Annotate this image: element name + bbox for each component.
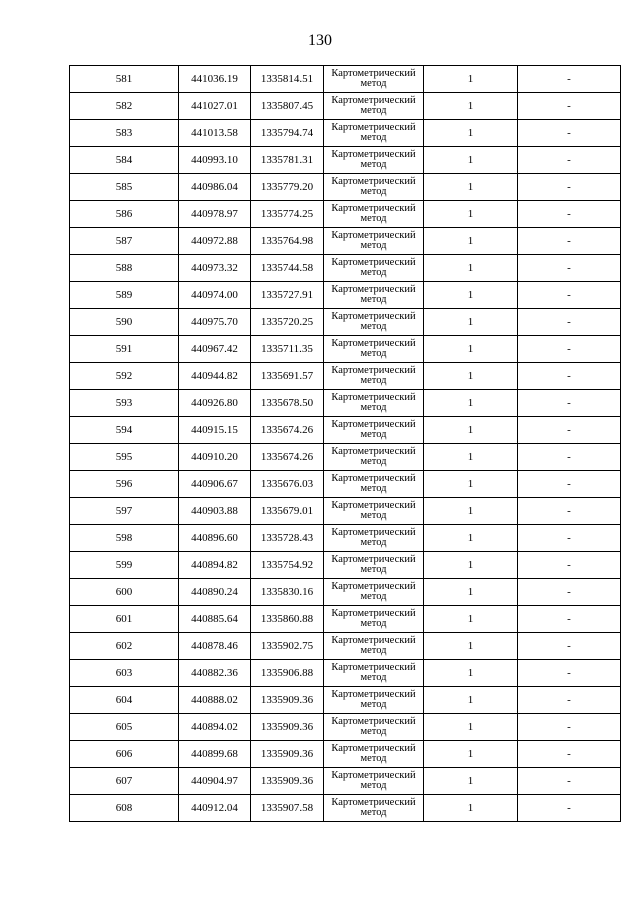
method-line-2: метод — [360, 564, 387, 575]
count-cell: 1 — [424, 201, 518, 228]
y-coordinate-cell: 1335674.26 — [251, 417, 324, 444]
table-body — [70, 66, 621, 822]
table-row — [70, 498, 621, 525]
x-coordinate-cell: 440978.97 — [179, 201, 251, 228]
method-line-2: метод — [360, 321, 387, 332]
y-coordinate-cell: 1335906.88 — [251, 660, 324, 687]
table-row — [70, 471, 621, 498]
method-line-2: метод — [360, 753, 387, 764]
count-cell: 1 — [424, 363, 518, 390]
table-row — [70, 525, 621, 552]
point-number-cell: 608 — [70, 795, 179, 822]
count-cell: 1 — [424, 93, 518, 120]
x-coordinate-cell: 440973.32 — [179, 255, 251, 282]
note-cell: - — [518, 633, 621, 660]
table-row — [70, 552, 621, 579]
method-line-1: Картометрический — [331, 473, 416, 484]
method-line-2: метод — [360, 645, 387, 656]
method-cell — [324, 93, 424, 120]
note-cell: - — [518, 228, 621, 255]
count-cell: 1 — [424, 336, 518, 363]
y-coordinate-cell: 1335909.36 — [251, 741, 324, 768]
table-row — [70, 120, 621, 147]
method-cell — [324, 687, 424, 714]
method-line-2: метод — [360, 672, 387, 683]
x-coordinate-cell: 440882.36 — [179, 660, 251, 687]
x-coordinate-cell: 440896.60 — [179, 525, 251, 552]
table-row — [70, 390, 621, 417]
method-cell — [324, 741, 424, 768]
method-line-2: метод — [360, 240, 387, 251]
y-coordinate-cell: 1335720.25 — [251, 309, 324, 336]
table-row — [70, 444, 621, 471]
method-line-1: Картометрический — [331, 770, 416, 781]
point-number-cell: 599 — [70, 552, 179, 579]
point-number-cell: 600 — [70, 579, 179, 606]
count-cell: 1 — [424, 633, 518, 660]
x-coordinate-cell: 440906.67 — [179, 471, 251, 498]
method-line-2: метод — [360, 456, 387, 467]
method-line-1: Картометрический — [331, 230, 416, 241]
x-coordinate-cell: 440926.80 — [179, 390, 251, 417]
method-cell — [324, 147, 424, 174]
method-cell — [324, 255, 424, 282]
method-line-2: метод — [360, 105, 387, 116]
method-line-1: Картометрический — [331, 122, 416, 133]
y-coordinate-cell: 1335781.31 — [251, 147, 324, 174]
y-coordinate-cell: 1335711.35 — [251, 336, 324, 363]
method-line-1: Картометрический — [331, 149, 416, 160]
point-number-cell: 593 — [70, 390, 179, 417]
note-cell: - — [518, 417, 621, 444]
page-number: 130 — [308, 32, 332, 49]
count-cell: 1 — [424, 525, 518, 552]
note-cell: - — [518, 336, 621, 363]
point-number-cell: 605 — [70, 714, 179, 741]
method-cell — [324, 363, 424, 390]
point-number-cell: 596 — [70, 471, 179, 498]
table-row — [70, 579, 621, 606]
y-coordinate-cell: 1335691.57 — [251, 363, 324, 390]
note-cell: - — [518, 282, 621, 309]
note-cell: - — [518, 66, 621, 93]
y-coordinate-cell: 1335902.75 — [251, 633, 324, 660]
method-cell — [324, 525, 424, 552]
count-cell: 1 — [424, 390, 518, 417]
count-cell: 1 — [424, 66, 518, 93]
method-line-1: Картометрический — [331, 257, 416, 268]
y-coordinate-cell: 1335679.01 — [251, 498, 324, 525]
count-cell: 1 — [424, 660, 518, 687]
count-cell: 1 — [424, 606, 518, 633]
method-cell — [324, 228, 424, 255]
table-row — [70, 687, 621, 714]
method-line-2: метод — [360, 780, 387, 791]
point-number-cell: 604 — [70, 687, 179, 714]
method-cell — [324, 660, 424, 687]
y-coordinate-cell: 1335907.58 — [251, 795, 324, 822]
method-cell — [324, 282, 424, 309]
method-line-1: Картометрический — [331, 284, 416, 295]
method-line-2: метод — [360, 132, 387, 143]
note-cell: - — [518, 498, 621, 525]
count-cell: 1 — [424, 552, 518, 579]
coordinates-table — [69, 65, 621, 822]
method-line-1: Картометрический — [331, 68, 416, 79]
method-line-1: Картометрический — [331, 176, 416, 187]
method-line-2: метод — [360, 807, 387, 818]
point-number-cell: 585 — [70, 174, 179, 201]
table-row — [70, 309, 621, 336]
x-coordinate-cell: 440986.04 — [179, 174, 251, 201]
note-cell: - — [518, 390, 621, 417]
method-cell — [324, 336, 424, 363]
method-cell — [324, 498, 424, 525]
point-number-cell: 594 — [70, 417, 179, 444]
method-line-1: Картометрический — [331, 662, 416, 673]
table-row — [70, 768, 621, 795]
note-cell: - — [518, 687, 621, 714]
note-cell: - — [518, 93, 621, 120]
x-coordinate-cell: 440944.82 — [179, 363, 251, 390]
x-coordinate-cell: 441036.19 — [179, 66, 251, 93]
count-cell: 1 — [424, 768, 518, 795]
point-number-cell: 583 — [70, 120, 179, 147]
method-line-1: Картометрический — [331, 689, 416, 700]
x-coordinate-cell: 440894.82 — [179, 552, 251, 579]
y-coordinate-cell: 1335830.16 — [251, 579, 324, 606]
count-cell: 1 — [424, 741, 518, 768]
table-row — [70, 741, 621, 768]
y-coordinate-cell: 1335860.88 — [251, 606, 324, 633]
note-cell: - — [518, 741, 621, 768]
y-coordinate-cell: 1335774.25 — [251, 201, 324, 228]
method-line-1: Картометрический — [331, 419, 416, 430]
method-cell — [324, 633, 424, 660]
method-line-2: метод — [360, 402, 387, 413]
table-row — [70, 93, 621, 120]
note-cell: - — [518, 525, 621, 552]
note-cell: - — [518, 768, 621, 795]
y-coordinate-cell: 1335807.45 — [251, 93, 324, 120]
x-coordinate-cell: 440904.97 — [179, 768, 251, 795]
table-row — [70, 606, 621, 633]
note-cell: - — [518, 660, 621, 687]
table-row — [70, 174, 621, 201]
method-line-2: метод — [360, 591, 387, 602]
method-cell — [324, 444, 424, 471]
y-coordinate-cell: 1335678.50 — [251, 390, 324, 417]
note-cell: - — [518, 444, 621, 471]
note-cell: - — [518, 120, 621, 147]
method-line-2: метод — [360, 213, 387, 224]
method-line-2: метод — [360, 429, 387, 440]
x-coordinate-cell: 440878.46 — [179, 633, 251, 660]
table-row — [70, 633, 621, 660]
note-cell: - — [518, 255, 621, 282]
point-number-cell: 586 — [70, 201, 179, 228]
point-number-cell: 581 — [70, 66, 179, 93]
method-cell — [324, 714, 424, 741]
y-coordinate-cell: 1335727.91 — [251, 282, 324, 309]
note-cell: - — [518, 201, 621, 228]
point-number-cell: 589 — [70, 282, 179, 309]
table-row — [70, 714, 621, 741]
count-cell: 1 — [424, 687, 518, 714]
point-number-cell: 607 — [70, 768, 179, 795]
x-coordinate-cell: 441013.58 — [179, 120, 251, 147]
point-number-cell: 588 — [70, 255, 179, 282]
method-line-2: метод — [360, 294, 387, 305]
point-number-cell: 584 — [70, 147, 179, 174]
count-cell: 1 — [424, 228, 518, 255]
point-number-cell: 595 — [70, 444, 179, 471]
table-row — [70, 363, 621, 390]
method-line-2: метод — [360, 699, 387, 710]
method-cell — [324, 417, 424, 444]
y-coordinate-cell: 1335754.92 — [251, 552, 324, 579]
y-coordinate-cell: 1335674.26 — [251, 444, 324, 471]
y-coordinate-cell: 1335814.51 — [251, 66, 324, 93]
method-line-2: метод — [360, 348, 387, 359]
method-cell — [324, 390, 424, 417]
method-cell — [324, 174, 424, 201]
point-number-cell: 606 — [70, 741, 179, 768]
point-number-cell: 590 — [70, 309, 179, 336]
x-coordinate-cell: 440993.10 — [179, 147, 251, 174]
method-line-1: Картометрический — [331, 500, 416, 511]
method-cell — [324, 66, 424, 93]
method-line-1: Картометрический — [331, 392, 416, 403]
x-coordinate-cell: 440894.02 — [179, 714, 251, 741]
count-cell: 1 — [424, 471, 518, 498]
method-cell — [324, 552, 424, 579]
method-cell — [324, 120, 424, 147]
method-line-1: Картометрический — [331, 527, 416, 538]
note-cell: - — [518, 363, 621, 390]
x-coordinate-cell: 440910.20 — [179, 444, 251, 471]
count-cell: 1 — [424, 714, 518, 741]
y-coordinate-cell: 1335909.36 — [251, 714, 324, 741]
y-coordinate-cell: 1335779.20 — [251, 174, 324, 201]
method-cell — [324, 795, 424, 822]
table-row — [70, 255, 621, 282]
note-cell: - — [518, 471, 621, 498]
x-coordinate-cell: 440899.68 — [179, 741, 251, 768]
y-coordinate-cell: 1335728.43 — [251, 525, 324, 552]
count-cell: 1 — [424, 120, 518, 147]
method-cell — [324, 768, 424, 795]
x-coordinate-cell: 440888.02 — [179, 687, 251, 714]
point-number-cell: 597 — [70, 498, 179, 525]
table-row — [70, 147, 621, 174]
point-number-cell: 601 — [70, 606, 179, 633]
x-coordinate-cell: 440975.70 — [179, 309, 251, 336]
y-coordinate-cell: 1335909.36 — [251, 768, 324, 795]
method-line-2: метод — [360, 618, 387, 629]
x-coordinate-cell: 440885.64 — [179, 606, 251, 633]
method-cell — [324, 579, 424, 606]
count-cell: 1 — [424, 282, 518, 309]
method-line-1: Картометрический — [331, 635, 416, 646]
x-coordinate-cell: 440974.00 — [179, 282, 251, 309]
count-cell: 1 — [424, 174, 518, 201]
method-line-2: метод — [360, 537, 387, 548]
note-cell: - — [518, 309, 621, 336]
note-cell: - — [518, 795, 621, 822]
method-line-2: метод — [360, 267, 387, 278]
table-row — [70, 201, 621, 228]
point-number-cell: 592 — [70, 363, 179, 390]
point-number-cell: 602 — [70, 633, 179, 660]
count-cell: 1 — [424, 795, 518, 822]
method-line-1: Картометрический — [331, 743, 416, 754]
y-coordinate-cell: 1335909.36 — [251, 687, 324, 714]
table-row — [70, 282, 621, 309]
method-line-1: Картометрический — [331, 797, 416, 808]
table-row — [70, 228, 621, 255]
method-line-2: метод — [360, 375, 387, 386]
table-row — [70, 660, 621, 687]
method-cell — [324, 471, 424, 498]
method-line-1: Картометрический — [331, 338, 416, 349]
method-line-2: метод — [360, 483, 387, 494]
method-line-1: Картометрический — [331, 554, 416, 565]
y-coordinate-cell: 1335744.58 — [251, 255, 324, 282]
y-coordinate-cell: 1335676.03 — [251, 471, 324, 498]
x-coordinate-cell: 440903.88 — [179, 498, 251, 525]
x-coordinate-cell: 440912.04 — [179, 795, 251, 822]
note-cell: - — [518, 606, 621, 633]
method-line-2: метод — [360, 726, 387, 737]
y-coordinate-cell: 1335764.98 — [251, 228, 324, 255]
count-cell: 1 — [424, 444, 518, 471]
method-line-1: Картометрический — [331, 95, 416, 106]
note-cell: - — [518, 174, 621, 201]
x-coordinate-cell: 440915.15 — [179, 417, 251, 444]
x-coordinate-cell: 440967.42 — [179, 336, 251, 363]
x-coordinate-cell: 441027.01 — [179, 93, 251, 120]
method-line-1: Картометрический — [331, 365, 416, 376]
point-number-cell: 587 — [70, 228, 179, 255]
method-line-2: метод — [360, 510, 387, 521]
x-coordinate-cell: 440972.88 — [179, 228, 251, 255]
method-line-1: Картометрический — [331, 311, 416, 322]
method-line-1: Картометрический — [331, 203, 416, 214]
table-row — [70, 336, 621, 363]
table-row — [70, 66, 621, 93]
table-row — [70, 795, 621, 822]
note-cell: - — [518, 714, 621, 741]
method-line-1: Картометрический — [331, 716, 416, 727]
point-number-cell: 598 — [70, 525, 179, 552]
x-coordinate-cell: 440890.24 — [179, 579, 251, 606]
note-cell: - — [518, 147, 621, 174]
method-line-1: Картометрический — [331, 581, 416, 592]
method-line-2: метод — [360, 186, 387, 197]
point-number-cell: 603 — [70, 660, 179, 687]
y-coordinate-cell: 1335794.74 — [251, 120, 324, 147]
note-cell: - — [518, 579, 621, 606]
count-cell: 1 — [424, 255, 518, 282]
method-cell — [324, 606, 424, 633]
table-row — [70, 417, 621, 444]
method-line-1: Картометрический — [331, 608, 416, 619]
count-cell: 1 — [424, 417, 518, 444]
method-cell — [324, 201, 424, 228]
note-cell: - — [518, 552, 621, 579]
count-cell: 1 — [424, 579, 518, 606]
method-line-2: метод — [360, 159, 387, 170]
count-cell: 1 — [424, 498, 518, 525]
count-cell: 1 — [424, 147, 518, 174]
point-number-cell: 591 — [70, 336, 179, 363]
count-cell: 1 — [424, 309, 518, 336]
method-line-2: метод — [360, 78, 387, 89]
method-cell — [324, 309, 424, 336]
method-line-1: Картометрический — [331, 446, 416, 457]
point-number-cell: 582 — [70, 93, 179, 120]
